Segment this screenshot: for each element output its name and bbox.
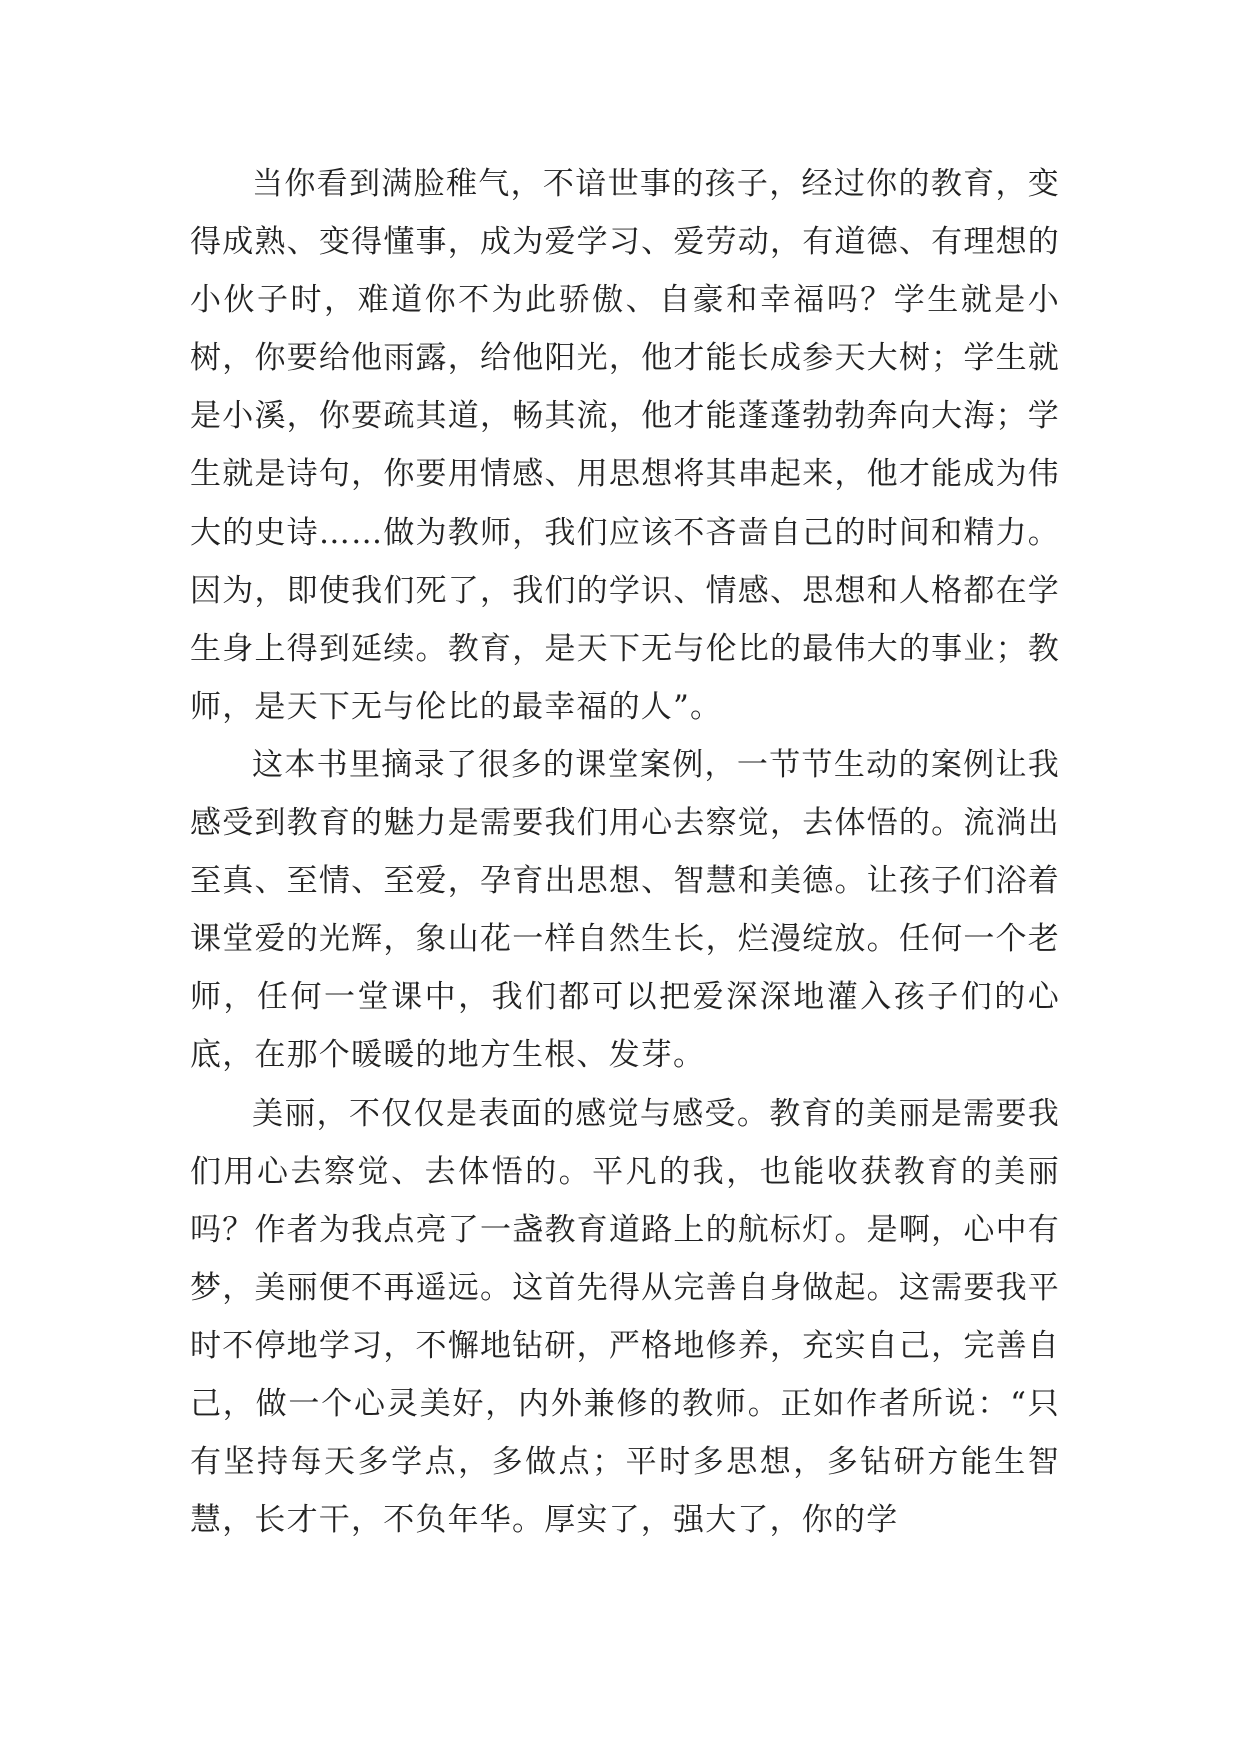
paragraph-1: 当你看到满脸稚气，不谙世事的孩子，经过你的教育，变得成熟、变得懂事，成为爱学习、爱劳动，有道德、有理想的小伙子时，难道你不为此骄傲、自豪和幸福吗？学生就是小树，你要给他雨露，给他阳光，他才能长成参天大树；学生就是小溪，你要疏其道，畅其流，他才能蓬蓬勃勃奔向大海；学生就是诗句，你要用情感、用思想将其串起来，他才能成为伟大的史诗……做为教师，我们应该不吝啬自己的时间和精力。因为，即使我们死了，我们的学识、情感、思想和人格都在学生身上得到延续。教育，是天下无与伦比的最伟大的事业；教师，是天下无与伦比的最幸福的人”。 xyxy=(190,166,1060,725)
body-text xyxy=(190,155,1060,1549)
paragraph-3: 美丽，不仅仅是表面的感觉与感受。教育的美丽是需要我们用心去察觉、去体悟的。平凡的我，也能收获教育的美丽吗？作者为我点亮了一盏教育道路上的航标灯。是啊，心中有梦，美丽便不再遥远。这首先得从完善自身做起。这需要我平时不停地学习，不懈地钻研，严格地修养，充实自己，完善自己，做一个心灵美好，内外兼修的教师。正如作者所说：“只有坚持每天多学点，多做点；平时多思想，多钻研方能生智慧，长才干，不负年华。厚实了，强大了，你的学 xyxy=(190,1095,1060,1539)
paragraph-2: 这本书里摘录了很多的课堂案例，一节节生动的案例让我感受到教育的魅力是需要我们用心去察觉，去体悟的。流淌出至真、至情、至爱，孕育出思想、智慧和美德。让孩子们浴着课堂爱的光辉，象山花一样自然生长，烂漫绽放。任何一个老师，任何一堂课中，我们都可以把爱深深地灌入孩子们的心底，在那个暖暖的地方生根、发芽。 xyxy=(190,746,1060,1074)
